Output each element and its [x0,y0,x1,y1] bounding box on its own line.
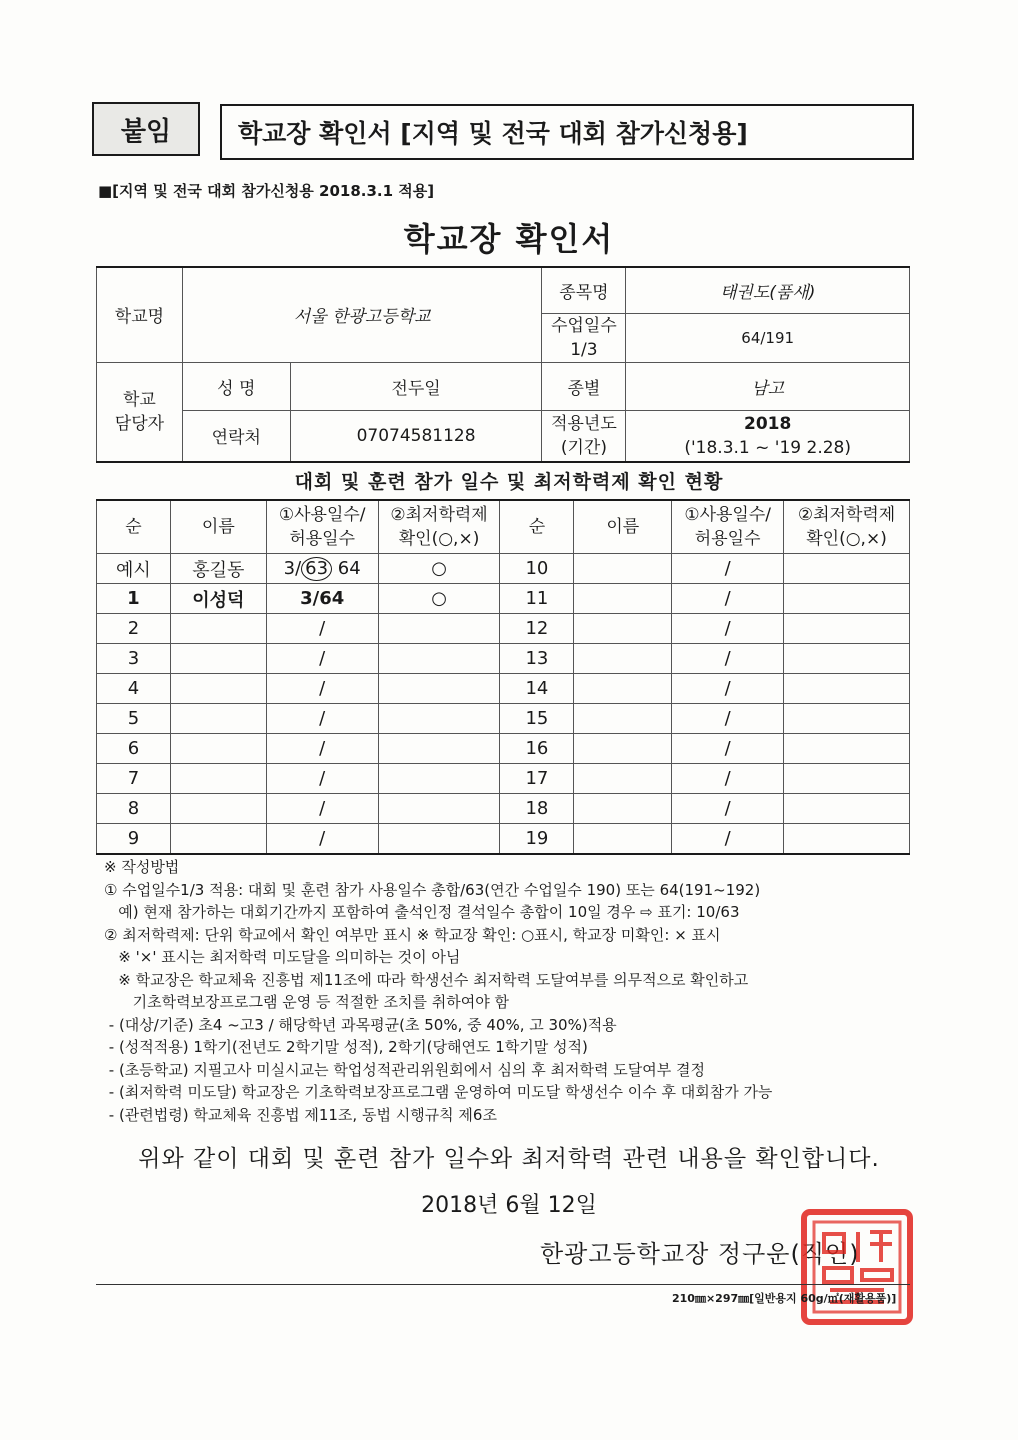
right-name [574,614,672,644]
row-no: 7 [97,764,171,794]
right-no: 19 [500,824,574,855]
row-name: 이성덕 [170,584,266,614]
row-name [170,824,266,855]
right-no: 12 [500,614,574,644]
school-name: 서울 한광고등학교 [182,267,542,362]
row-check [378,674,500,704]
header-grade-right-line1: ②최저학력제 [797,505,896,525]
right-check [784,824,910,855]
table-row [97,734,910,764]
page-title: 학교장 확인서 [403,220,615,258]
right-days: / [672,794,784,824]
right-no: 14 [500,674,574,704]
writing-instructions [104,856,916,1126]
manager-label [97,362,183,462]
header-days-right-line1: ①사용일수/ [684,505,771,525]
instruction-line: ※ 작성방법 [104,858,180,876]
right-check [784,704,910,734]
header-days-line2: 허용일수 [289,529,356,549]
right-no: 13 [500,644,574,674]
row-name [170,674,266,704]
table-row [97,794,910,824]
row-days: 3/64 [266,584,378,614]
right-name [574,704,672,734]
section-title: 대회 및 훈련 참가 일수 및 최저학력제 확인 현황 [294,471,724,493]
right-check [784,554,910,584]
table-row [97,824,910,855]
principal-signature: 한광고등학교장 정구운(직인) [540,1240,860,1268]
row-days: / [266,614,378,644]
table-row [97,674,910,704]
row-name [170,764,266,794]
instruction-line: - (대상/기준) 초4 ~고3 / 해당학년 과목평균(초 50%, 중 40%, 고 30%)적용 [104,1015,617,1034]
info-table [96,266,910,463]
instruction-line: 예) 현재 참가하는 대회기간까지 포함하여 출석인정 결석일수 총합이 10일 경우 ⇨ 표기: 10/63 [104,903,740,921]
classdays-label [542,313,626,362]
document-banner: 학교장 확인서 [지역 및 전국 대회 참가신청용] [220,104,914,160]
header-grade-line2: 확인(○,×) [398,529,480,549]
row-check [378,824,500,855]
header-days-line1: ①사용일수/ [278,505,366,525]
year-period: ('18.3.1 ~ '19 2.28) [684,437,851,458]
header-name: 이름 [170,500,266,554]
applicability-note: ■[지역 및 전국 대회 참가신청용 2018.3.1 적용] [98,182,435,200]
row-check [378,704,500,734]
right-no: 15 [500,704,574,734]
year-number: 2018 [744,413,792,434]
row-name [170,644,266,674]
example-no: 예시 [97,554,171,584]
right-days: / [672,614,784,644]
right-name [574,674,672,704]
year-label [542,410,626,462]
confirmation-statement: 위와 같이 대회 및 훈련 참가 일수와 최저학력 관련 내용을 확인합니다. [138,1146,880,1172]
right-days: / [672,764,784,794]
right-days: / [672,734,784,764]
right-name [574,824,672,855]
instruction-line: ※ '×' 표시는 최저학력 미도달을 의미하는 것이 아님 [104,948,461,966]
row-no: 3 [97,644,171,674]
right-no: 16 [500,734,574,764]
table-row [97,764,910,794]
right-check [784,734,910,764]
row-days: / [266,704,378,734]
table-row [97,704,910,734]
row-days: / [266,674,378,704]
row-no: 5 [97,704,171,734]
row-no: 8 [97,794,171,824]
participation-table [96,499,910,855]
right-no: 10 [500,554,574,584]
instruction-line: - (초등학교) 지필고사 미실시교는 학업성적관리위원회에서 심의 후 최저학력 도달여부 결정 [104,1060,705,1079]
row-name [170,794,266,824]
gender-value: 남고 [626,362,910,410]
instruction-line: 기초학력보장프로그램 운영 등 적절한 조치를 취하여야 함 [104,993,509,1011]
row-no: 2 [97,614,171,644]
header-no: 순 [97,500,171,554]
header-grade [378,500,500,554]
row-no: 6 [97,734,171,764]
example-days-circled: 63 [301,557,332,581]
manager-label-line2: 담당자 [114,413,165,434]
official-seal-icon [800,1208,914,1326]
header-grade-right-line2: 확인(○,×) [806,529,887,549]
row-check [378,644,500,674]
contact-label: 연락처 [182,410,290,462]
row-days: / [266,764,378,794]
example-days-post: 64 [332,557,361,579]
right-check [784,764,910,794]
row-check [378,794,500,824]
header-name-right: 이름 [574,500,672,554]
right-days: / [672,644,784,674]
header-no-right: 순 [500,500,574,554]
instruction-line: - (성적적용) 1학기(전년도 2학기말 성적), 2학기(당해연도 1학기말 성적) [104,1038,588,1056]
right-name [574,644,672,674]
issue-date: 2018년 6월 12일 [421,1193,597,1218]
row-name [170,734,266,764]
instruction-line: ※ 학교장은 학교체육 진흥법 제11조에 따라 학생선수 최저학력 도달여부를 의무적으로 확인하고 [104,970,749,989]
classdays-label-line2: 1/3 [570,339,598,360]
header-days-right [672,500,784,554]
year-label-line2: (기간) [560,437,607,458]
instruction-line: ① 수업일수1/3 적용: 대회 및 훈련 참가 사용일수 총합/63(연간 수업일수 190) 또는 64(191~192) [104,880,761,899]
right-name [574,584,672,614]
right-check [784,614,910,644]
contact-value: 07074581128 [290,410,542,462]
right-check [784,644,910,674]
table-row [97,614,910,644]
gender-label: 종별 [542,362,626,410]
manager-label-line1: 학교 [123,389,156,410]
paper-spec: 210㎜×297㎜[일반용지 60g/㎡(재활용품)] [672,1292,897,1305]
event-value: 태권도(품새) [626,267,910,313]
header-grade-line1: ②최저학력제 [390,505,488,525]
instruction-line: - (최저학력 미도달) 학교장은 기초학력보장프로그램 운영하여 미도달 학생선수 이수 후 대회참가 가능 [104,1083,773,1101]
row-days: / [266,734,378,764]
row-days: / [266,644,378,674]
right-check [784,584,910,614]
row-days: / [266,794,378,824]
right-check [784,794,910,824]
row-check [378,734,500,764]
instruction-line: ② 최저학력제: 단위 학교에서 확인 여부만 표시 ※ 학교장 확인: ○표시, 학교장 미확인: × 표시 [104,925,721,944]
name-label: 성 명 [182,362,290,410]
example-name: 홍길동 [170,554,266,584]
row-days: / [266,824,378,855]
right-days: / [672,674,784,704]
right-days: / [672,584,784,614]
row-no: 1 [97,584,171,614]
year-value [626,410,910,462]
right-days: / [672,704,784,734]
example-days [266,554,378,584]
school-label: 학교명 [97,267,183,362]
example-check: ○ [378,554,500,584]
right-check [784,674,910,704]
name-value: 전두일 [290,362,542,410]
right-no: 11 [500,584,574,614]
row-check: ○ [378,584,500,614]
event-label: 종목명 [542,267,626,313]
row-no: 9 [97,824,171,855]
row-check [378,764,500,794]
right-days: / [672,554,784,584]
right-name [574,734,672,764]
right-name [574,794,672,824]
table-row-1 [97,584,910,614]
right-name [574,554,672,584]
row-no: 4 [97,674,171,704]
right-no: 18 [500,794,574,824]
row-check [378,614,500,644]
table-row [97,644,910,674]
instruction-line: - (관련법령) 학교체육 진흥법 제11조, 동법 시행규칙 제6조 [104,1105,497,1124]
row-name [170,614,266,644]
row-name [170,704,266,734]
header-days-right-line2: 허용일수 [694,529,761,549]
footer-divider [96,1284,910,1285]
classdays-value: 64/191 [626,313,910,362]
table-row-example [97,554,910,584]
header-grade-right [784,500,910,554]
classdays-label-line1: 수업일수 [551,315,617,336]
header-days [266,500,378,554]
right-no: 17 [500,764,574,794]
example-days-pre: 3/ [283,557,302,579]
right-days: / [672,824,784,855]
year-label-line1: 적용년도 [551,413,617,434]
attachment-tag: 붙임 [92,102,200,156]
right-name [574,764,672,794]
